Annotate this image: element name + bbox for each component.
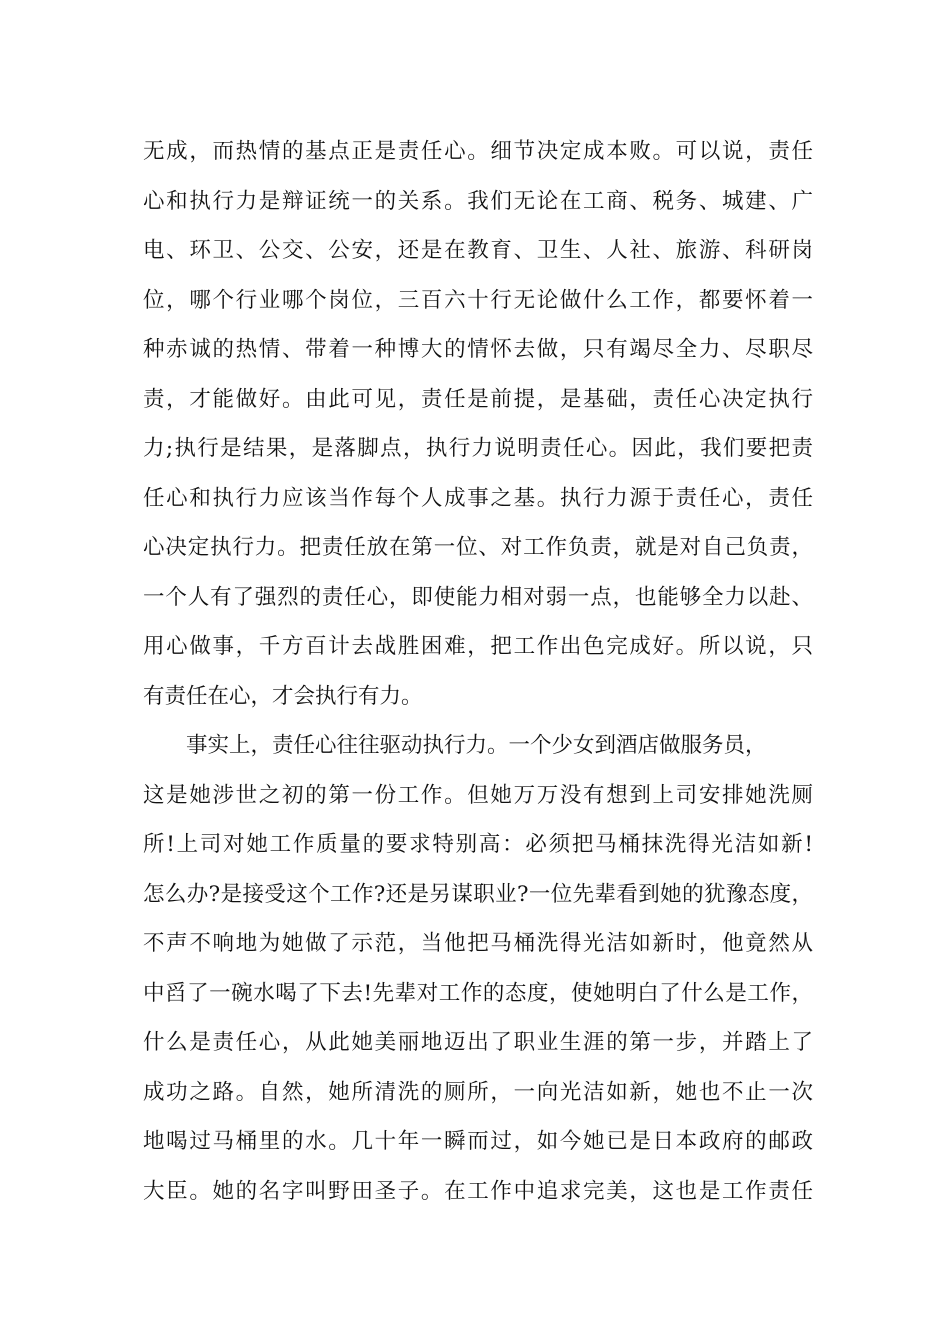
text-line: 不声不响地为她做了示范，当他把马桶洗得光洁如新时，他竟然从 — [143, 931, 813, 956]
text-line: 中舀了一碗水喝了下去!先辈对工作的态度，使她明白了什么是工作， — [143, 980, 813, 1006]
text-line: 地喝过马桶里的水。几十年一瞬而过，如今她已是日本政府的邮政 — [143, 1129, 813, 1154]
text-line: 成功之路。自然，她所清洗的厕所，一向光洁如新，她也不止一次 — [143, 1079, 813, 1105]
text-line: 无成，而热情的基点正是责任心。细节决定成本败。可以说，责任 — [143, 139, 813, 164]
text-line: 力;执行是结果，是落脚点，执行力说明责任心。因此，我们要把责 — [143, 436, 813, 461]
text-line: 任心和执行力应该当作每个人成事之基。执行力源于责任心，责任 — [143, 485, 813, 511]
text-line: 种赤诚的热情、带着一种博大的情怀去做，只有竭尽全力、尽职尽 — [143, 337, 813, 362]
text-line: 怎么办?是接受这个工作?还是另谋职业?一位先辈看到她的犹豫态度， — [143, 881, 813, 907]
text-line: 有责任在心，才会执行有力。 — [143, 683, 423, 709]
text-line: 大臣。她的名字叫野田圣子。在工作中追求完美，这也是工作责任 — [143, 1178, 813, 1204]
text-line: 责，才能做好。由此可见，责任是前提，是基础，责任心决定执行 — [143, 386, 813, 412]
text-line: 心和执行力是辩证统一的关系。我们无论在工商、税务、城建、广 — [143, 188, 813, 214]
text-line: 电、环卫、公交、公安，还是在教育、卫生、人社、旅游、科研岗 — [143, 238, 813, 263]
body-text — [143, 127, 813, 1216]
text-line: 这是她涉世之初的第一份工作。但她万万没有想到上司安排她洗厕 — [143, 782, 813, 808]
paragraph-start-line: 事实上，责任心往往驱动执行力。一个少女到酒店做服务员， — [186, 733, 767, 758]
text-line: 用心做事，千方百计去战胜困难，把工作出色完成好。所以说，只 — [143, 634, 813, 659]
text-line: 什么是责任心，从此她美丽地迈出了职业生涯的第一步，并踏上了 — [143, 1030, 813, 1055]
text-line: 所!上司对她工作质量的要求特别高：必须把马桶抹洗得光洁如新! — [143, 832, 813, 857]
text-line: 位，哪个行业哪个岗位，三百六十行无论做什么工作，都要怀着一 — [143, 287, 813, 313]
text-line: 一个人有了强烈的责任心，即使能力相对弱一点，也能够全力以赴、 — [143, 584, 813, 610]
text-line: 心决定执行力。把责任放在第一位、对工作负责，就是对自己负责， — [143, 535, 813, 560]
